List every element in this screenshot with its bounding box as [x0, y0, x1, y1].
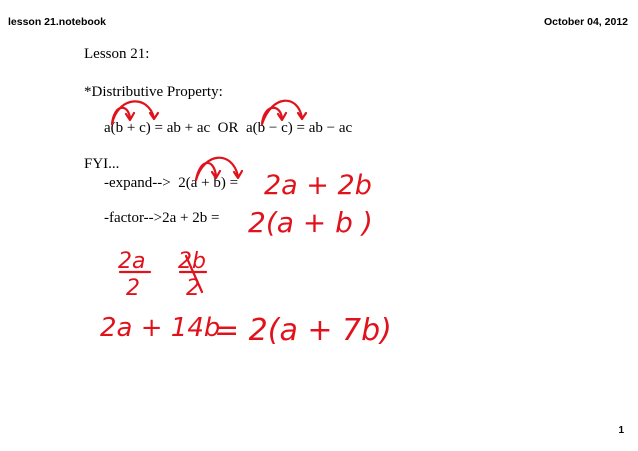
topic-heading: *Distributive Property: — [84, 84, 223, 100]
fraction-2a-denominator: 2 — [126, 276, 140, 301]
example-expression: 2a + 14b — [100, 313, 221, 343]
notebook-filename: lesson 21.notebook — [8, 16, 107, 28]
factor-answer: 2(a + b ) — [248, 206, 373, 239]
fraction-2b-numerator: 2b — [178, 249, 206, 274]
example-factored: = 2(a + 7b) — [214, 313, 392, 348]
lesson-title: Lesson 21: — [84, 46, 150, 62]
factor-line: -factor-->2a + 2b = — [104, 210, 220, 226]
fraction-2b-denominator: 2 — [186, 276, 200, 301]
fraction-2a-numerator: 2a — [118, 249, 146, 274]
notebook-date: October 04, 2012 — [543, 16, 628, 28]
expand-answer: 2a + 2b — [264, 170, 372, 201]
distributive-rule: a(b + c) = ab + ac OR a(b − c) = ab − ac — [104, 120, 353, 136]
page-number: 1 — [618, 425, 624, 436]
fyi-label: FYI... — [84, 156, 120, 172]
expand-line: -expand--> 2(a + b) = — [104, 175, 239, 191]
